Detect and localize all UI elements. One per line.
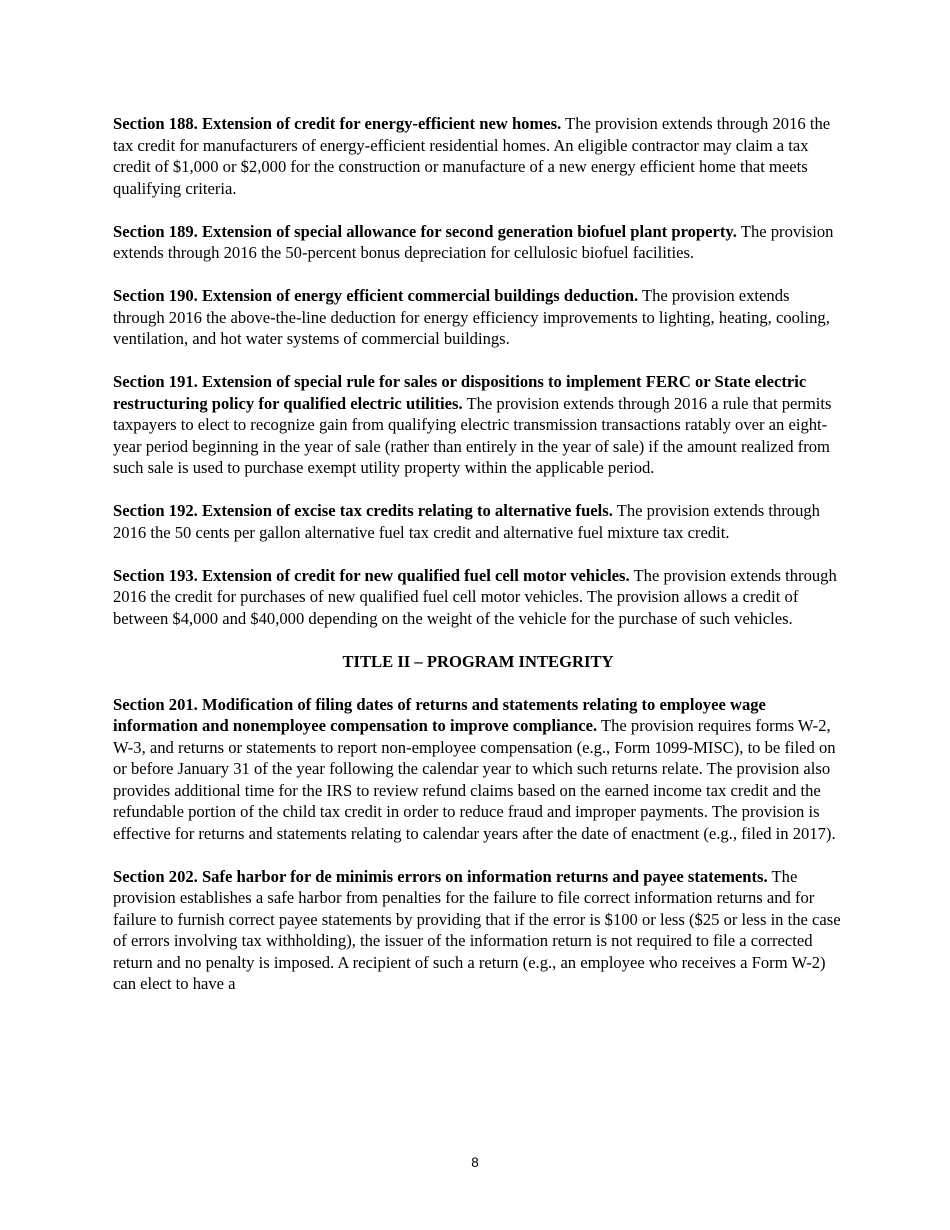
section-189 bbox=[113, 221, 843, 264]
page-number: 8 bbox=[471, 1155, 479, 1170]
section-192 bbox=[113, 500, 843, 543]
document-page bbox=[113, 113, 843, 1016]
section-body: The provision extends through 2016 the 50 cents per gallon alternative fuel tax credit and alternative fuel mixture tax credit. bbox=[113, 501, 820, 542]
section-190 bbox=[113, 285, 843, 350]
section-heading: Section 191. Extension of special rule for sales or dispositions to implement FERC or State electric restructuring policy for qualified electric utilities. bbox=[113, 372, 807, 413]
section-heading: Section 201. Modification of filing dates of returns and statements relating to employee wage information and nonemployee compensation to improve compliance. bbox=[113, 694, 766, 735]
section-body: The provision extends through 2016 the 50-percent bonus depreciation for cellulosic biofuel facilities. bbox=[113, 221, 834, 262]
section-heading: Section 190. Extension of energy efficient commercial buildings deduction. bbox=[113, 286, 639, 305]
section-heading: Section 193. Extension of credit for new qualified fuel cell motor vehicles. bbox=[113, 565, 630, 585]
section-body: The provision requires forms W-2, W-3, and returns or statements to report non-employee compensation (e.g., Form 1099-MISC), to be filed on or before January 31 of the year following the calendar year to which such returns relate. The provision also provides additional time for the IRS to review refund claims based on the earned income tax credit and the refundable portion of the child tax credit in order to reduce fraud and improper payments. The provision is effective for returns and statements relating to calendar years after the date of enactment (e.g., filed in 2017). bbox=[113, 716, 836, 843]
section-heading: Section 188. Extension of credit for energy-efficient new homes. bbox=[113, 114, 562, 133]
section-heading: Section 189. Extension of special allowance for second generation biofuel plant property. bbox=[113, 221, 737, 241]
section-body: The provision establishes a safe harbor from penalties for the failure to file correct information returns and for failure to furnish correct payee statements by providing that if the error is $100 or less ($25 or less in the case of errors involving tax withholding), the issuer of the information return is not required to file a corrected return and no penalty is imposed. A recipient of such a return (e.g., an employee who receives a Form W-2) can elect to have a bbox=[113, 866, 841, 993]
section-191 bbox=[113, 371, 843, 479]
section-202 bbox=[113, 866, 843, 995]
section-188 bbox=[113, 113, 843, 199]
title-heading: TITLE II – PROGRAM INTEGRITY bbox=[342, 651, 614, 671]
section-body: The provision extends through 2016 a rule that permits taxpayers to elect to recognize gain from qualifying electric transmission transactions ratably over an eight-year period beginning in the year of sale (rather than entirely in the year of sale) if the amount realized from such sale is used to purchase exempt utility property within the applicable period. bbox=[113, 393, 832, 477]
section-heading: Section 202. Safe harbor for de minimis errors on information returns and payee statements. bbox=[113, 866, 768, 886]
section-201 bbox=[113, 694, 843, 845]
section-193 bbox=[113, 565, 843, 630]
section-body: The provision extends through 2016 the tax credit for manufacturers of energy-efficient residential homes. An eligible contractor may claim a tax credit of $1,000 or $2,000 for the construction or manufacture of a new energy efficient home that meets qualifying criteria. bbox=[113, 114, 831, 198]
section-heading: Section 192. Extension of excise tax credits relating to alternative fuels. bbox=[113, 501, 613, 520]
section-body: The provision extends through 2016 the above-the-line deduction for energy efficiency improvements to lighting, heating, cooling, ventilation, and hot water systems of commercial buildings. bbox=[113, 286, 830, 348]
section-body: The provision extends through 2016 the credit for purchases of new qualified fuel cell motor vehicles. The provision allows a credit of between $4,000 and $40,000 depending on the weight of the vehicle for the purchase of such vehicles. bbox=[113, 565, 837, 628]
